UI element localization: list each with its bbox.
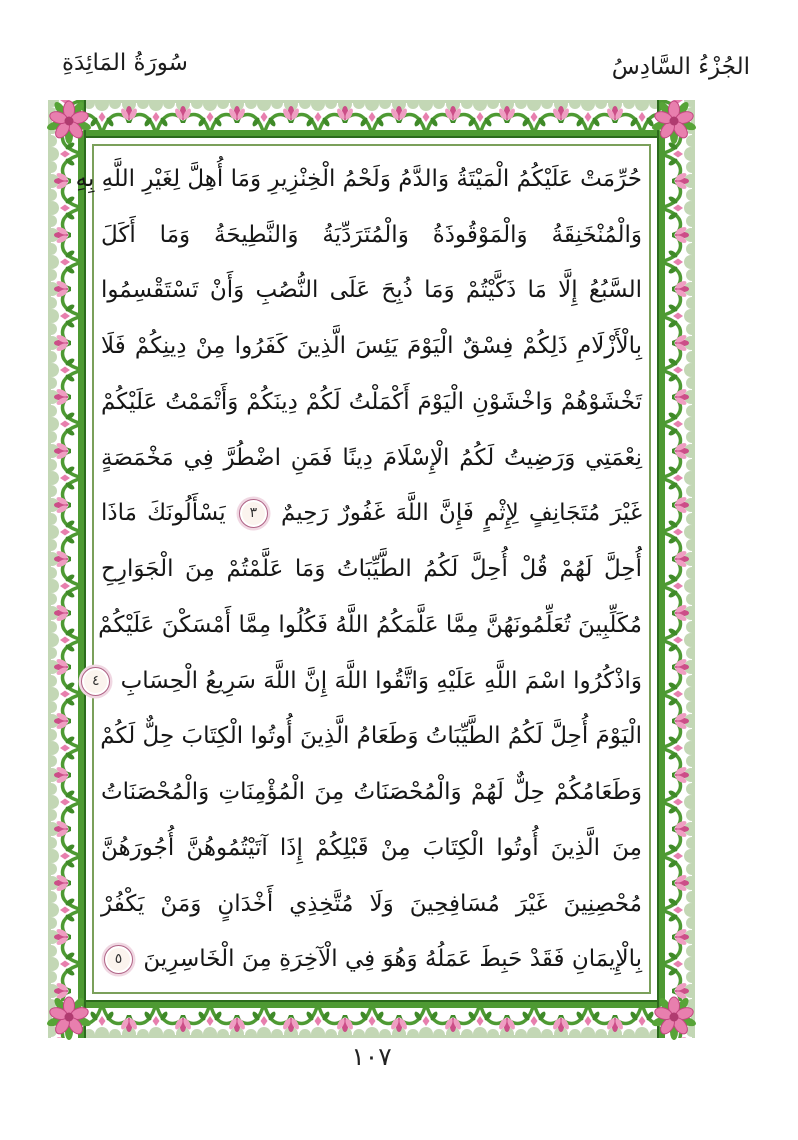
- corner-flower-bottom-right: [651, 994, 697, 1040]
- quran-text-segment: نِعْمَتِي وَرَضِيتُ لَكُمُ الْإِسْلَامَ دِينًا فَمَنِ اضْطُرَّ فِي مَخْمَصَةٍ: [101, 444, 642, 471]
- quran-line-6: [101, 431, 642, 487]
- juz-title: الجُزْءُ السَّادِسُ: [611, 54, 750, 80]
- quran-line-2: [101, 208, 642, 264]
- quran-line-3: [101, 263, 642, 319]
- quran-line-10: [92, 654, 642, 710]
- quran-text-segment: حُرِّمَتْ عَلَيْكُمُ الْمَيْتَةُ وَالدَّمُ وَلَحْمُ الْخِنْزِيرِ وَمَا أُهِلَّ لِغَيْرِ اللَّهِ بِهِ: [75, 166, 642, 192]
- quran-line-5: [101, 375, 642, 431]
- quran-text-segment: غَيْرَ مُتَجَانِفٍ لِإِثْمٍ فَإِنَّ اللَّهَ غَفُورٌ رَحِيمٌ: [280, 500, 643, 527]
- quran-line-1: [75, 152, 642, 208]
- quran-text-segment: وَطَعَامُكُمْ حِلٌّ لَهُمْ وَالْمُحْصَنَاتُ مِنَ الْمُؤْمِنَاتِ وَالْمُحْصَنَاتُ: [101, 779, 642, 806]
- quran-text-segment: يَسْأَلُونَكَ مَاذَا: [101, 500, 226, 527]
- quran-line-7: [101, 486, 642, 542]
- quran-text-segment: وَاذْكُرُوا اسْمَ اللَّهِ عَلَيْهِ وَاتَّقُوا اللَّهَ إِنَّ اللَّهَ سَرِيعُ الْحِسَابِ: [120, 667, 642, 694]
- quran-text-segment: السَّبُعُ إِلَّا مَا ذَكَّيْتُمْ وَمَا ذُبِحَ عَلَى النُّصُبِ وَأَنْ تَسْتَقْسِمُوا: [101, 277, 642, 304]
- quran-text-segment: مُكَلِّبِينَ تُعَلِّمُونَهُنَّ مِمَّا عَلَّمَكُمُ اللَّهُ فَكُلُوا مِمَّا أَمْسَكْنَ عَلَيْكُمْ: [98, 611, 642, 638]
- corner-flower-top-right: [651, 98, 697, 144]
- quran-line-14: [101, 877, 642, 933]
- border-top: [48, 100, 695, 138]
- quran-text-segment: وَالْمُنْخَنِقَةُ وَالْمَوْقُوذَةُ وَالْمُتَرَدِّيَةُ وَالنَّطِيحَةُ وَمَا أَكَلَ: [101, 221, 642, 248]
- surah-title: سُورَةُ المَائِدَةِ: [62, 50, 188, 76]
- quran-line-9: [98, 598, 642, 654]
- quran-text-segment: مِنَ الَّذِينَ أُوتُوا الْكِتَابَ مِنْ قَبْلِكُمْ إِذَا آتَيْتُمُوهُنَّ أُجُورَهُنَّ: [101, 834, 642, 861]
- ayah-marker-٣: ٣: [239, 499, 268, 528]
- quran-line-11: [101, 709, 642, 765]
- border-right: [657, 100, 695, 1038]
- page-number: ١٠٧: [351, 1042, 392, 1071]
- ayah-marker-٥: ٥: [104, 945, 133, 974]
- quran-text-segment: مُحْصِنِينَ غَيْرَ مُسَافِحِينَ وَلَا مُتَّخِذِي أَخْدَانٍ وَمَنْ يَكْفُرْ: [101, 890, 642, 917]
- border-bottom: [48, 1000, 695, 1038]
- quran-lines: [75, 152, 643, 988]
- corner-flower-bottom-left: [46, 994, 92, 1040]
- quran-text-segment: أُحِلَّ لَهُمْ قُلْ أُحِلَّ لَكُمُ الطَّيِّبَاتُ وَمَا عَلَّمْتُمْ مِنَ الْجَوَارِحِ: [101, 556, 642, 583]
- quran-line-4: [101, 319, 642, 375]
- ayah-marker-٤: ٤: [81, 667, 110, 696]
- quran-text-segment: بِالْأَزْلَامِ ذَلِكُمْ فِسْقٌ الْيَوْمَ يَئِسَ الَّذِينَ كَفَرُوا مِنْ دِينِكُمْ فَلَا: [101, 333, 642, 360]
- quran-text-segment: بِالْإِيمَانِ فَقَدْ حَبِطَ عَمَلُهُ وَهُوَ فِي الْآخِرَةِ مِنَ الْخَاسِرِينَ: [143, 946, 642, 973]
- border-left: [48, 100, 86, 1038]
- quran-line-8: [101, 542, 642, 598]
- quran-text-segment: تَخْشَوْهُمْ وَاخْشَوْنِ الْيَوْمَ أَكْمَلْتُ لَكُمْ دِينَكُمْ وَأَتْمَمْتُ عَلَيْكُمْ: [101, 388, 642, 415]
- quran-text-segment: الْيَوْمَ أُحِلَّ لَكُمُ الطَّيِّبَاتُ وَطَعَامُ الَّذِينَ أُوتُوا الْكِتَابَ حِلٌّ لَكُمْ: [100, 723, 642, 750]
- quran-line-15: [101, 932, 642, 988]
- quran-line-13: [101, 821, 642, 877]
- corner-flower-top-left: [46, 98, 92, 144]
- quran-line-12: [101, 765, 642, 821]
